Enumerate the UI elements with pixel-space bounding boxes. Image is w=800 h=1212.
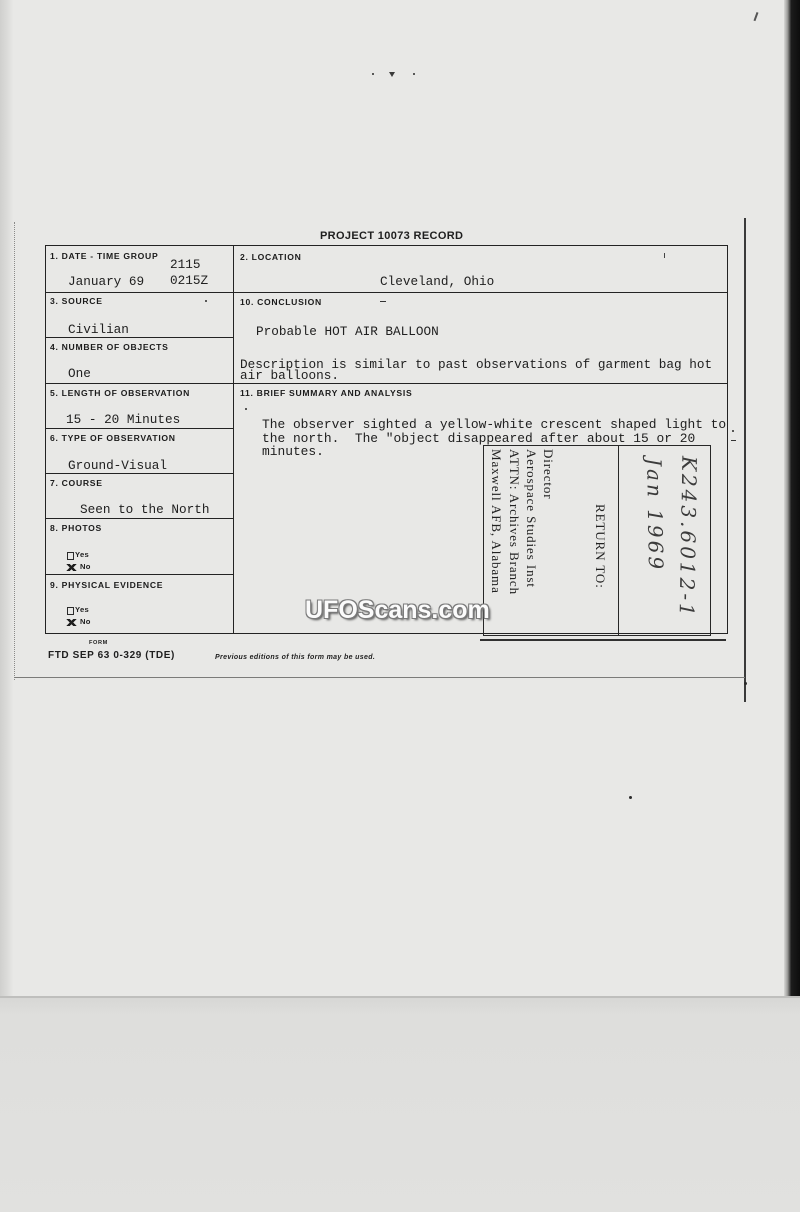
location-label: 2. LOCATION [240,252,302,262]
physical-evidence-no-label: No [80,617,91,626]
physical-evidence-no-checkbox [66,619,77,626]
handwritten-date: Jan 1969 [642,457,668,573]
row-divider [46,428,234,429]
photos-yes-checkbox [67,552,74,560]
footer-notice: Previous editions of this form may be used. [215,654,376,661]
footer-form-word: FORM [89,640,108,646]
stamp-address-line: Maxwell AFB, Alabama [489,449,504,594]
row-divider [46,383,727,384]
conclusion-description-line: air balloons. [240,368,339,383]
handwritten-reference: K243.6012-1 [674,455,702,620]
number-of-objects-value: One [68,366,91,381]
length-of-observation-label: 5. LENGTH OF OBSERVATION [50,388,190,398]
photos-yes-label: Yes [75,550,89,559]
type-of-observation-value: Ground-Visual [68,458,167,473]
row-divider [46,337,234,338]
type-of-observation-label: 6. TYPE OF OBSERVATION [50,433,176,443]
row-divider [46,574,234,575]
stamp-address-line: ATTN: Archives Branch [507,449,522,595]
conclusion-label: 10. CONCLUSION [240,297,322,307]
scan-mark [413,73,415,75]
time-z-value: 0215Z [170,273,209,288]
scan-mark [732,430,734,432]
footer-form-number: FTD SEP 63 0-329 (TDE) [48,650,175,661]
card-edge-bottom [14,677,745,678]
card-edge-right [744,218,746,702]
physical-evidence-yes-checkbox [67,607,74,615]
row-divider [46,473,234,474]
source-value: Civilian [68,322,129,337]
physical-evidence-yes-label: Yes [75,605,89,614]
scan-right-edge [784,0,800,1000]
summary-line: The observer sighted a yellow-white crescent shaped light to [262,417,727,432]
conclusion-description-line: Description is similar to past observations of garment bag hot [240,357,713,372]
photos-no-label: No [80,562,91,571]
stamp-underline [480,639,726,641]
time-local-value: 2115 [170,257,201,272]
scan-mark [731,440,736,441]
physical-evidence-label: 9. PHYSICAL EVIDENCE [50,580,164,590]
date-time-label: 1. DATE - TIME GROUP [50,251,159,261]
form-title: PROJECT 10073 RECORD [320,230,464,242]
lower-sheet [0,996,800,1212]
conclusion-value: Probable HOT AIR BALLOON [256,324,439,339]
course-value: Seen to the North [80,502,210,517]
stamp-address-line: Aerospace Studies Inst [524,449,539,588]
location-value: Cleveland, Ohio [380,274,495,289]
stamp-divider [618,446,619,635]
row-divider [46,292,727,293]
scan-mark [389,72,395,77]
scan-mark [629,796,632,799]
stamp-heading: RETURN TO: [593,504,608,589]
summary-label: 11. BRIEF SUMMARY AND ANALYSIS [240,388,413,398]
scan-left-edge [0,0,13,996]
photos-label: 8. PHOTOS [50,523,102,533]
scan-mark [744,682,747,685]
scan-mark [754,12,758,21]
photos-no-checkbox [66,564,77,571]
date-value: January 69 [68,274,145,289]
scan-mark [372,73,374,75]
watermark: UFOScans.com [305,596,490,624]
summary-line: minutes. [262,444,324,460]
course-label: 7. COURSE [50,478,103,488]
stamp-address-line: Director [541,449,556,500]
number-of-objects-label: 4. NUMBER OF OBJECTS [50,342,169,352]
length-of-observation-value: 15 - 20 Minutes [66,412,181,427]
return-to-stamp [483,445,711,636]
row-divider [46,518,234,519]
summary-line: the north. The "object disappeared after about 15 or 20 [262,430,696,446]
source-label: 3. SOURCE [50,296,103,306]
card-edge-left [14,222,15,680]
